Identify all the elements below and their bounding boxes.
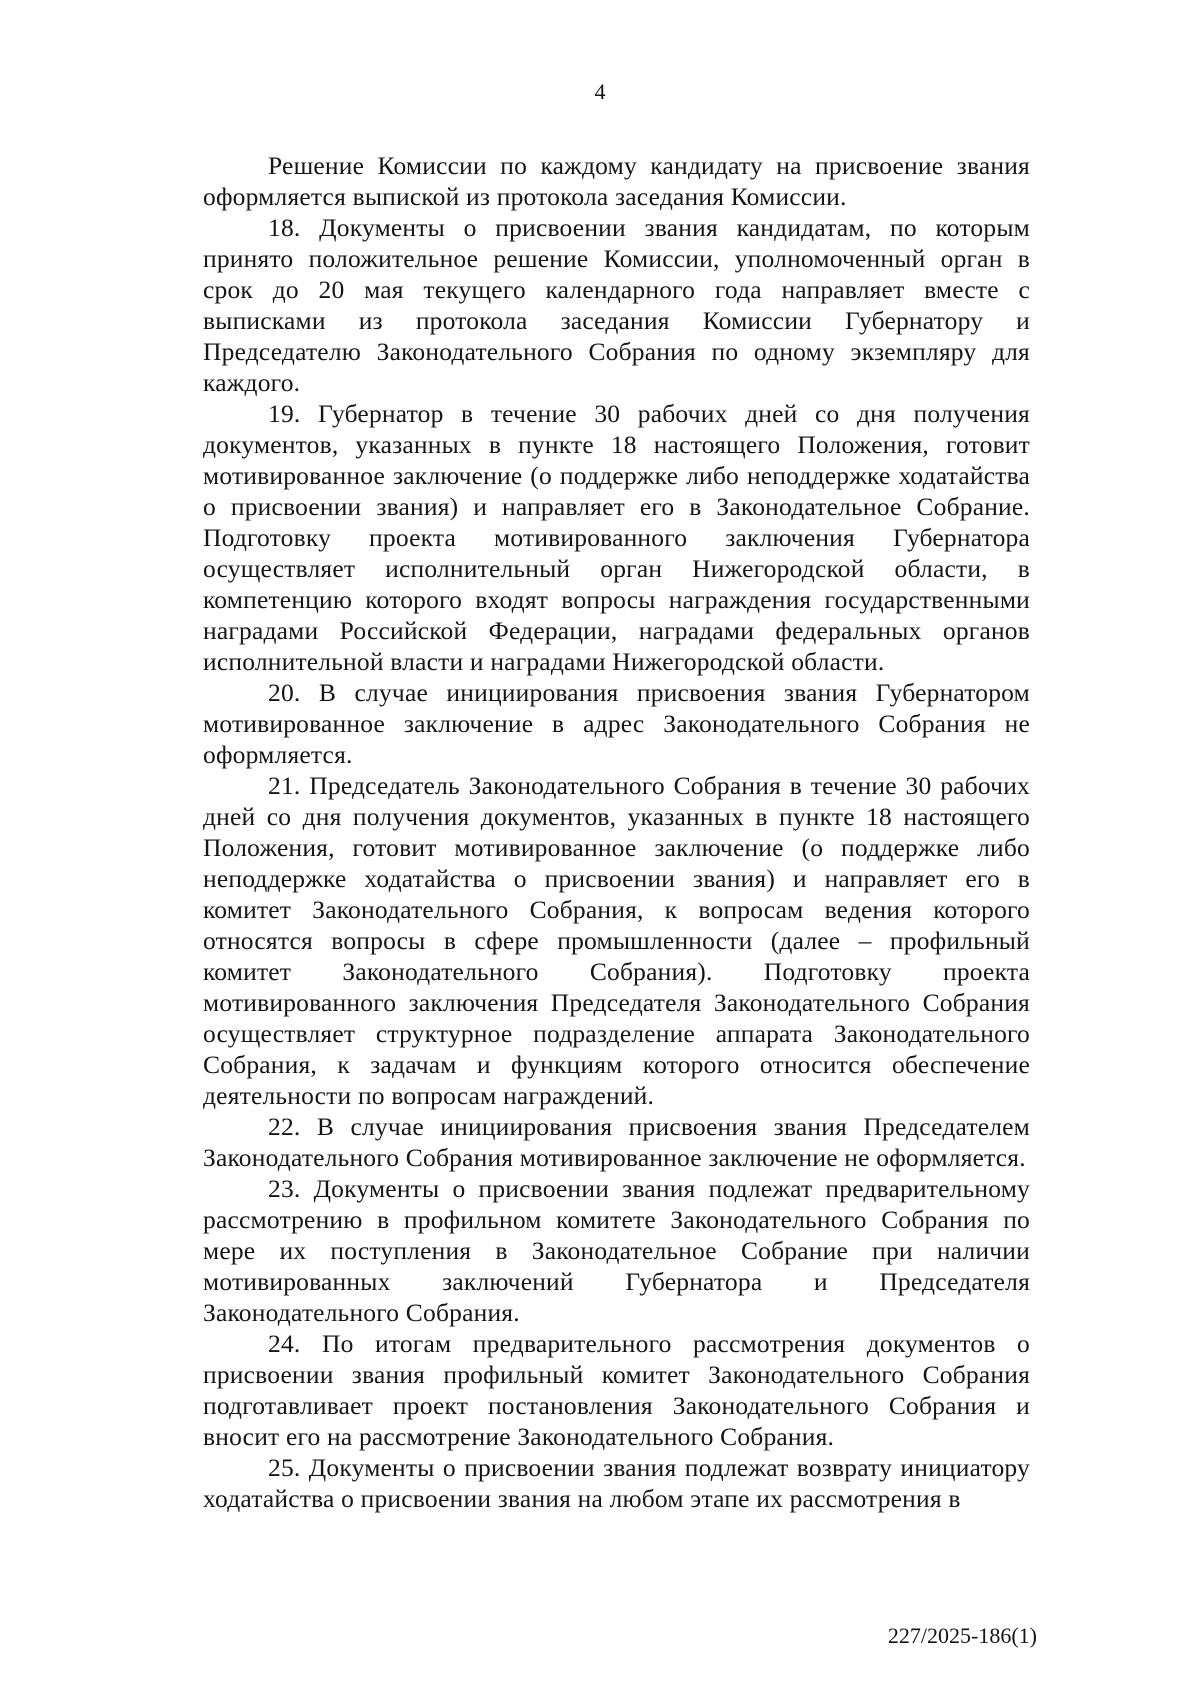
paragraph-19: 19. Губернатор в течение 30 рабочих дней со дня получения документов, указанных в пункте 18 настоящего Положения, готовит мотивированное заключение (о поддержке либо неподдержке ходатайства о присвоении звания) и направляет его в Законодательное Собрание. Подготовку проекта мотивированного заключения Губернатора осуществляет исполнительный орган Нижегородской области, в компетенцию которого входят вопросы награждения государственными наградами Российской Федерации, наградами федеральных органов исполнительной власти и наградами Нижегородской области. <box>203 399 1030 676</box>
paragraph-24: 24. По итогам предварительного рассмотрения документов о присвоении звания профильный комитет Законодательного Собрания подготавливает проект постановления Законодательного Собрания и вносит его на рассмотрение Законодательного Собрания. <box>203 1329 1030 1451</box>
document-body <box>203 150 1030 1514</box>
page-number: 4 <box>594 79 606 104</box>
paragraph-25: 25. Документы о присвоении звания подлежат возврату инициатору ходатайства о присвоении звания на любом этапе их рассмотрения в <box>203 1453 1030 1513</box>
paragraph-18: 18. Документы о присвоении звания кандидатам, по которым принято положительное решение Комиссии, уполномоченный орган в срок до 20 мая текущего календарного года направляет вместе с выписками из протокола заседания Комиссии Губернатору и Председателю Законодательного Собрания по одному экземпляру для каждого. <box>203 213 1030 397</box>
paragraph-decision-commission: Решение Комиссии по каждому кандидату на присвоение звания оформляется выпиской из протокола заседания Комиссии. <box>203 151 1030 211</box>
paragraph-20: 20. В случае инициирования присвоения звания Губернатором мотивированное заключение в адрес Законодательного Собрания не оформляется. <box>203 678 1030 769</box>
paragraph-22: 22. В случае инициирования присвоения звания Председателем Законодательного Собрания мотивированное заключение не оформляется. <box>203 1112 1030 1172</box>
paragraph-21: 21. Председатель Законодательного Собрания в течение 30 рабочих дней со дня получения документов, указанных в пункте 18 настоящего Положения, готовит мотивированное заключение (о поддержке либо неподдержке ходатайства о присвоении звания) и направляет его в комитет Законодательного Собрания, к вопросам ведения которого относятся вопросы в сфере промышленности (далее – профильный комитет Законодательного Собрания). Подготовку проекта мотивированного заключения Председателя Законодательного Собрания осуществляет структурное подразделение аппарата Законодательного Собрания, к задачам и функциям которого относится обеспечение деятельности по вопросам награждений. <box>203 771 1030 1110</box>
document-code: 227/2025-186(1) <box>887 1623 1037 1648</box>
paragraph-23: 23. Документы о присвоении звания подлежат предварительному рассмотрению в профильном комитете Законодательного Собрания по мере их поступления в Законодательное Собрание при наличии мотивированных заключений Губернатора и Председателя Законодательного Собрания. <box>203 1174 1030 1327</box>
